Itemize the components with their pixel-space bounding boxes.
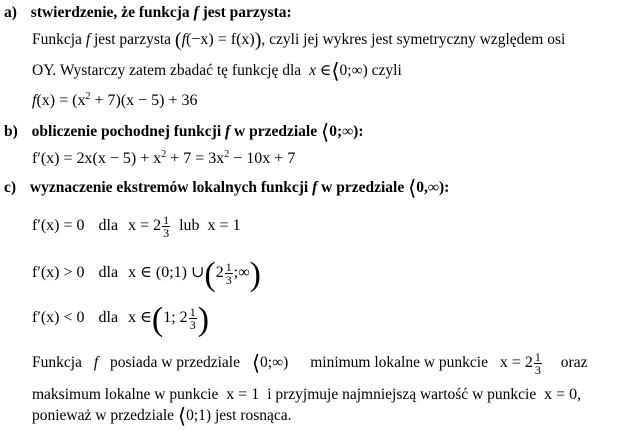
formula-part: − 10x + 7 (229, 150, 296, 167)
solution: x = 1 (207, 217, 241, 235)
section-a-line2: OY. Wystarczy zatem zbadać tę funkcję dla x ∈⟨0;∞) czyli (32, 59, 402, 83)
interval: 0;∞) (339, 62, 368, 79)
conclusion-line1: Funkcja f posiada w przedziale ⟨0;∞) minimum lokalne w punkcie x = 2 $\frac{1}{3}$ oraz (32, 350, 588, 377)
derivative-condition: f′(x) < 0 (32, 309, 85, 326)
function-symbol: f (312, 179, 318, 196)
interval: x ∈ (0;1) ∪ (128, 264, 205, 281)
numerator: 1 (534, 350, 541, 364)
heading-text: obliczenie pochodnej funkcji (31, 123, 222, 140)
colon: : (444, 179, 450, 196)
interval: 0;1) (186, 407, 212, 424)
conclusion-line2 (32, 385, 581, 405)
fraction (225, 261, 233, 286)
comma: , (577, 386, 581, 403)
exponent: 2 (161, 149, 167, 160)
text: oraz (560, 354, 588, 372)
section-a-line1 (32, 30, 565, 50)
interval: 0;∞) (260, 354, 289, 372)
formula-part: f′(x) = 2x(x − 5) + x (32, 150, 162, 167)
whole: 2 (215, 264, 224, 281)
text: posiada w przedziale (110, 354, 240, 372)
interval: 0,∞) (416, 179, 445, 196)
section-a-heading (4, 3, 292, 23)
section-b-heading: b) obliczenie pochodnej funkcji f w przedziale ⟨0;∞): (4, 120, 364, 144)
function-symbol: f (93, 354, 99, 372)
parity-equation: (f(−x) = f(x)) (174, 29, 262, 51)
text: ponieważ w przedziale (32, 407, 175, 424)
critical-points-row (32, 214, 241, 239)
colon: : (358, 123, 364, 140)
fraction (189, 306, 197, 331)
decreasing-row: f′(x) < 0 dla x ∈(1; 2 $\frac{1}{3}$ ) (32, 301, 210, 338)
denominator: 3 (163, 226, 170, 240)
exponent: 2 (85, 91, 91, 102)
dla: dla (98, 264, 119, 281)
numerator: 1 (189, 304, 196, 319)
heading-text: w przedziale (234, 123, 318, 140)
heading-text: w przedziale (321, 179, 405, 196)
heading-text: wyznaczenie ekstremów lokalnych funkcji (29, 179, 309, 196)
function-symbol: f (85, 31, 91, 48)
heading-text: stwierdzenie, że funkcja (30, 4, 190, 21)
derivative-condition: f′(x) > 0 (32, 264, 85, 281)
point: x = 0 (544, 386, 578, 403)
arg: (−x) (186, 31, 214, 48)
lub: lub (179, 217, 200, 235)
text: minimum lokalne w punkcie (310, 354, 488, 372)
fraction (162, 214, 170, 239)
section-b-formula (32, 149, 295, 169)
heading-text-end: jest parzysta: (202, 4, 292, 21)
denominator: 3 (225, 272, 232, 287)
interval-end: ;∞ (233, 264, 250, 281)
text: Funkcja (32, 354, 82, 372)
dla: dla (98, 217, 119, 235)
formula-part: (x) = (x (36, 92, 86, 109)
arg: (x) (236, 31, 255, 48)
denominator: 3 (534, 363, 541, 377)
derivative-condition: f′(x) = 0 (32, 217, 85, 235)
text: maksimum lokalne w punkcie (32, 386, 219, 403)
point: x = 2 (499, 354, 533, 372)
interval: 0;∞) (329, 123, 359, 140)
variable: x ∈ (128, 309, 152, 326)
text: czyli (371, 62, 402, 79)
variable: x ∈ (309, 62, 332, 79)
f-symbol: f (181, 31, 187, 48)
text: OY. Wystarczy zatem zbadać tę funkcję dla (32, 62, 302, 79)
function-symbol: f (193, 4, 199, 21)
formula-part: + 7)(x − 5) + 36 (90, 92, 198, 109)
fraction (534, 351, 542, 376)
increasing-row: f′(x) > 0 dla x ∈ (0;1) ∪(2 $\frac{1}{3}$ ;∞) (32, 256, 261, 293)
function-symbol: f (225, 123, 231, 140)
numerator: 1 (163, 213, 170, 227)
denominator: 3 (189, 317, 196, 332)
text: jest parzysta (94, 31, 172, 48)
exponent: 2 (224, 149, 230, 160)
text: jest rosnąca. (214, 407, 292, 424)
f-symbol: f (32, 92, 37, 109)
dla: dla (98, 309, 119, 326)
text: , czyli jej wykres jest symetryczny względem osi (261, 31, 566, 48)
section-a-formula (32, 91, 198, 111)
text: i przyjmuje najmniejszą wartość w punkcie (267, 386, 537, 403)
numerator: 1 (225, 259, 232, 274)
equals-f: = f (217, 31, 237, 48)
point: x = 1 (226, 386, 260, 403)
text: Funkcja (32, 31, 82, 48)
conclusion-line3: ponieważ w przedziale ⟨0;1) jest rosnąca. (32, 404, 292, 428)
interval: 1; 2 (163, 309, 188, 326)
section-label: c) (4, 179, 17, 196)
section-label: a) (4, 4, 17, 21)
formula-part: + 7 = 3x (166, 150, 225, 167)
solution: x = 2 (128, 217, 162, 235)
section-label: b) (4, 123, 18, 140)
section-c-heading: c) wyznaczenie ekstremów lokalnych funkcji f w przedziale ⟨0,∞): (4, 176, 450, 200)
